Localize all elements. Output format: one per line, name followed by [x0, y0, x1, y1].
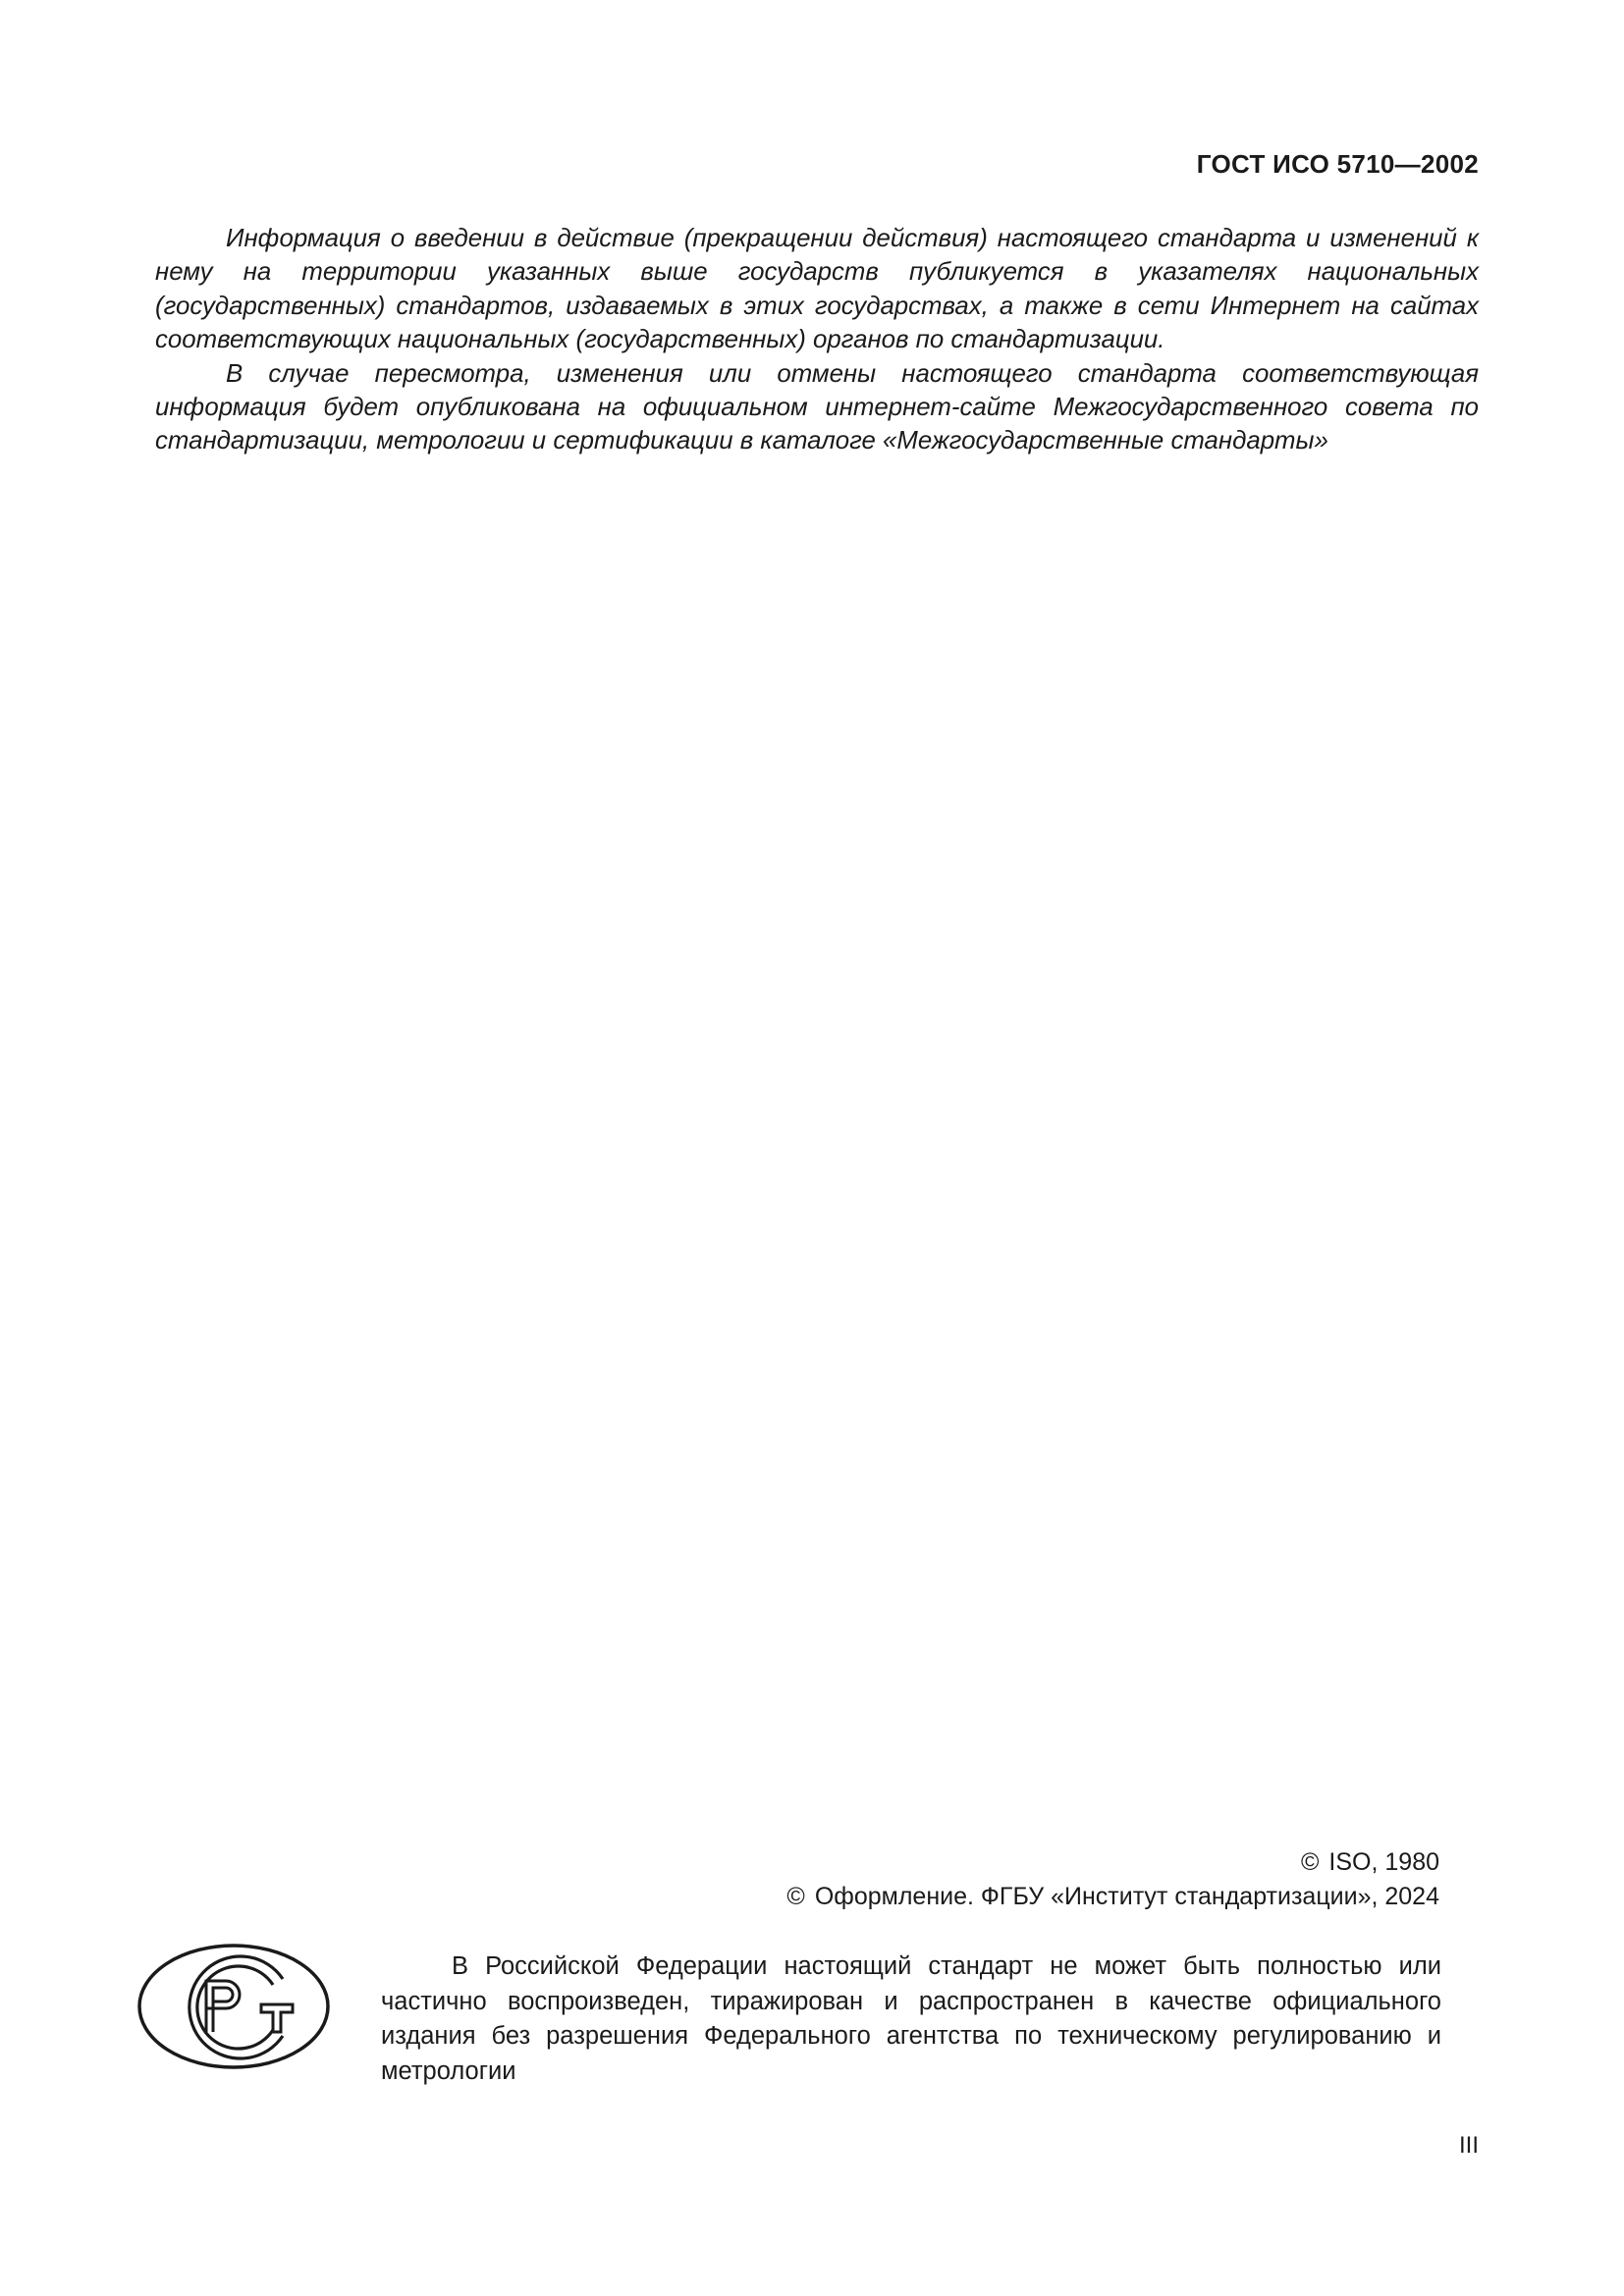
copyright-iso-text: ISO, 1980: [1328, 1848, 1439, 1876]
intro-paragraph-1: Информация о введении в действие (прекращении действия) настоящего стандарта и изменений к нему на территории указанных выше государств публикуется в указателях национальных (государственных) стандартов, издаваемых в этих государствах, а также в сети Интернет на сайтах соответствующих национальных (государственных) органов по стандартизации.: [155, 225, 1479, 354]
copyright-symbol: ©: [786, 1883, 805, 1910]
reproduction-notice: В Российской Федерации настоящий стандарт не может быть полностью или частично воспроизведен, тиражирован и распространен в качестве официального издания без разрешения Федерального агентства по техническому регулированию и метрологии: [381, 1952, 1441, 2085]
copyright-design-text: Оформление. ФГБУ «Институт стандартизации», 2024: [814, 1883, 1439, 1910]
document-code: ГОСТ ИСО 5710—2002: [1196, 149, 1479, 179]
page-number: III: [1458, 2132, 1479, 2159]
copyright-block: [786, 1845, 1439, 1914]
intro-paragraph-2: В случае пересмотра, изменения или отмены настоящего стандарта соответствующая информация будет опубликована на официальном интернет-сайте Межгосударственного совета по стандартизации, метрологии и сертификации в каталоге «Межгосударственные стандарты»: [155, 359, 1479, 455]
copyright-symbol: ©: [1301, 1848, 1320, 1876]
intro-section: [155, 222, 1479, 458]
copyright-iso: [786, 1845, 1439, 1880]
copyright-design: [786, 1880, 1439, 1914]
gost-r-certification-mark-icon: [135, 1942, 332, 2071]
